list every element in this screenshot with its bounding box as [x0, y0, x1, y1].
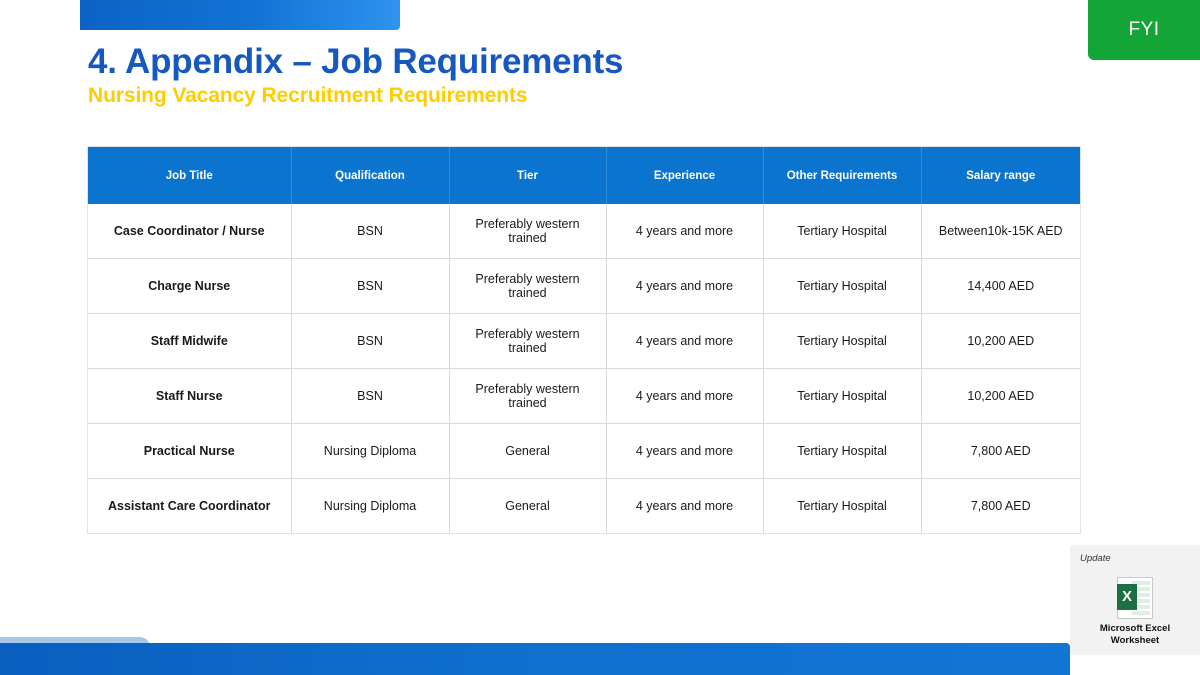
fyi-badge: [1088, 0, 1200, 60]
cell-qualification: BSN: [291, 204, 449, 259]
cell-qualification: Nursing Diploma: [291, 424, 449, 479]
cell-qualification: BSN: [291, 259, 449, 314]
cell-salary: 10,200 AED: [921, 369, 1080, 424]
decorative-top-bar: [80, 0, 400, 30]
page-title: 4. Appendix – Job Requirements: [88, 42, 624, 81]
table-header-row: [88, 147, 1080, 204]
page-subtitle: Nursing Vacancy Recruitment Requirements: [88, 84, 528, 107]
cell-other-requirements: Tertiary Hospital: [763, 314, 921, 369]
cell-experience: 4 years and more: [606, 204, 763, 259]
table-row: [88, 369, 1080, 424]
cell-salary: 7,800 AED: [921, 424, 1080, 479]
table-row: [88, 204, 1080, 259]
cell-tier: Preferably western trained: [449, 369, 606, 424]
cell-salary: Between10k-15K AED: [921, 204, 1080, 259]
column-header-experience: Experience: [606, 147, 763, 204]
cell-job-title: Assistant Care Coordinator: [88, 479, 291, 534]
cell-other-requirements: Tertiary Hospital: [763, 479, 921, 534]
cell-qualification: BSN: [291, 369, 449, 424]
table-row: [88, 314, 1080, 369]
cell-job-title: Case Coordinator / Nurse: [88, 204, 291, 259]
embedded-object-caption-line1: Microsoft Excel: [1099, 623, 1171, 634]
cell-job-title: Charge Nurse: [88, 259, 291, 314]
fyi-badge-label: FYI: [1128, 19, 1160, 40]
cell-experience: 4 years and more: [606, 259, 763, 314]
excel-x-glyph: X: [1117, 584, 1137, 610]
cell-salary: 10,200 AED: [921, 314, 1080, 369]
job-requirements-table: [88, 147, 1080, 533]
cell-other-requirements: Tertiary Hospital: [763, 259, 921, 314]
column-header-qualification: Qualification: [291, 147, 449, 204]
cell-job-title: Staff Nurse: [88, 369, 291, 424]
cell-qualification: BSN: [291, 314, 449, 369]
embedded-object-caption-line2: Worksheet: [1110, 635, 1160, 646]
cell-tier: Preferably western trained: [449, 204, 606, 259]
cell-experience: 4 years and more: [606, 369, 763, 424]
embedded-object-caption: [1070, 623, 1200, 647]
table-row: [88, 259, 1080, 314]
embedded-excel-object[interactable]: [1070, 545, 1200, 655]
column-header-other-requirements: Other Requirements: [763, 147, 921, 204]
cell-salary: 7,800 AED: [921, 479, 1080, 534]
table-row: [88, 479, 1080, 534]
column-header-salary-range: Salary range: [921, 147, 1080, 204]
cell-other-requirements: Tertiary Hospital: [763, 424, 921, 479]
cell-experience: 4 years and more: [606, 314, 763, 369]
cell-tier: General: [449, 424, 606, 479]
table-row: [88, 424, 1080, 479]
excel-file-icon: [1117, 577, 1153, 619]
cell-experience: 4 years and more: [606, 479, 763, 534]
cell-experience: 4 years and more: [606, 424, 763, 479]
cell-job-title: Practical Nurse: [88, 424, 291, 479]
decorative-bottom-bar: [0, 643, 1070, 675]
cell-tier: Preferably western trained: [449, 314, 606, 369]
cell-salary: 14,400 AED: [921, 259, 1080, 314]
update-label: Update: [1080, 553, 1111, 564]
cell-job-title: Staff Midwife: [88, 314, 291, 369]
cell-other-requirements: Tertiary Hospital: [763, 204, 921, 259]
cell-qualification: Nursing Diploma: [291, 479, 449, 534]
cell-other-requirements: Tertiary Hospital: [763, 369, 921, 424]
cell-tier: General: [449, 479, 606, 534]
cell-tier: Preferably western trained: [449, 259, 606, 314]
column-header-job-title: Job Title: [88, 147, 291, 204]
column-header-tier: Tier: [449, 147, 606, 204]
